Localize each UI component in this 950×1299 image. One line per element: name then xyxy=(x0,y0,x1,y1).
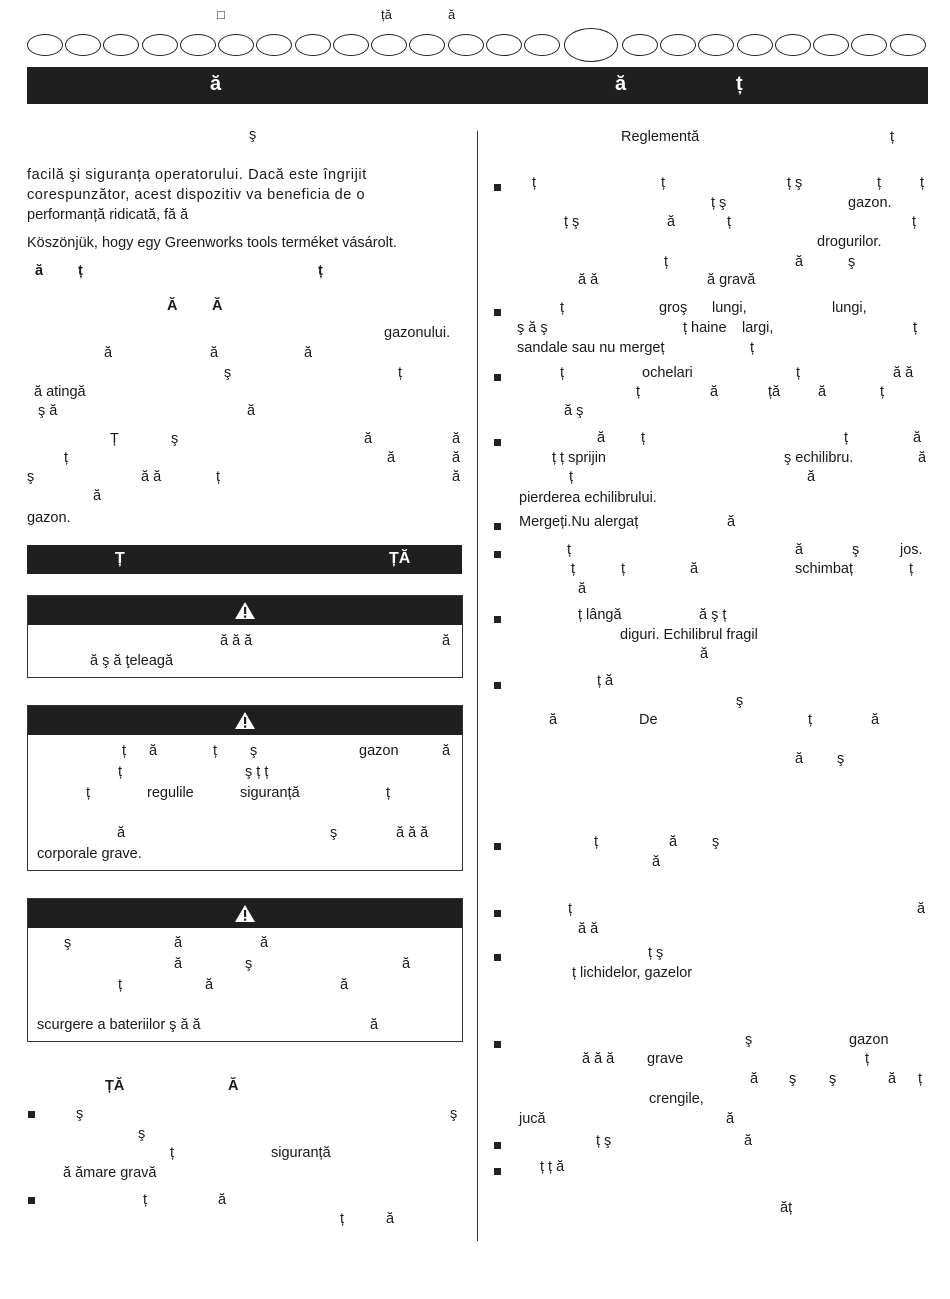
safety-band-left: Ț xyxy=(115,550,125,567)
text-fragment: ă xyxy=(210,345,219,361)
text-fragment: ț xyxy=(877,175,882,191)
text-fragment: pierderea echilibrului. xyxy=(519,490,657,506)
bullet-marker xyxy=(28,1111,35,1118)
text-fragment: ț xyxy=(865,1051,870,1067)
text-fragment: ă xyxy=(871,712,880,728)
language-tab[interactable] xyxy=(813,34,849,56)
bullet-marker xyxy=(494,1142,501,1149)
language-tab[interactable] xyxy=(409,34,445,56)
intro-line-2: corespunzător, acest dispozitiv va beneficia de o xyxy=(27,187,366,203)
thanks-paragraph: Köszönjük, hogy egy Greenworks tools terméket vásárolt. xyxy=(27,235,397,251)
warning-text-fragment: ş ț ț xyxy=(245,764,269,780)
warning-text-fragment: siguranță xyxy=(240,785,300,801)
text-fragment: ş xyxy=(171,431,179,447)
warning-text-fragment: ț xyxy=(386,785,391,801)
language-tab[interactable] xyxy=(737,34,773,56)
text-fragment: ă xyxy=(807,469,816,485)
text-fragment: ț xyxy=(340,1211,345,1227)
text-fragment: ț xyxy=(661,175,666,191)
text-fragment: ă xyxy=(744,1133,753,1149)
bullet-marker xyxy=(494,910,501,917)
text-fragment: ă xyxy=(667,214,676,230)
text-fragment: crengile, xyxy=(649,1091,704,1107)
language-tab[interactable] xyxy=(371,34,407,56)
text-fragment: ă xyxy=(247,403,256,419)
language-tab-selected[interactable] xyxy=(564,28,618,62)
text-fragment: lungi, xyxy=(832,300,867,316)
warning-text-fragment: ț xyxy=(118,977,123,993)
text-fragment: gazon. xyxy=(27,510,71,526)
language-tab[interactable] xyxy=(103,34,139,56)
text-fragment: ă ă xyxy=(141,469,162,485)
text-fragment: ț xyxy=(750,340,755,356)
text-fragment: ă xyxy=(710,384,719,400)
text-fragment: ă xyxy=(93,488,102,504)
text-fragment: ă xyxy=(386,1211,395,1227)
warning-text-fragment: ț xyxy=(118,764,123,780)
warning-text-fragment: scurgere a bateriilor ş ă ă xyxy=(37,1017,201,1033)
text-fragment: ă xyxy=(452,431,461,447)
warning-text-fragment: regulile xyxy=(147,785,194,801)
text-fragment: ă ş ț xyxy=(699,607,727,623)
text-fragment: ț xyxy=(569,469,574,485)
language-tab[interactable] xyxy=(256,34,292,56)
header-box-glyph: □ xyxy=(217,7,225,22)
section-title-band xyxy=(27,67,928,104)
text-fragment: ş xyxy=(789,1071,797,1087)
language-tab[interactable] xyxy=(295,34,331,56)
text-fragment: ț xyxy=(560,365,565,381)
text-fragment: Mergeți.Nu alergaț xyxy=(519,514,639,530)
text-fragment: ț ț ă xyxy=(540,1159,565,1175)
bullet-marker xyxy=(494,439,501,446)
text-fragment: gazon xyxy=(849,1032,889,1048)
text-fragment: ş xyxy=(224,365,232,381)
text-fragment: ş xyxy=(848,254,856,270)
bold-frag-3: ț xyxy=(318,263,323,279)
text-fragment: ă ă xyxy=(578,272,599,288)
text-fragment: ț xyxy=(594,834,599,850)
warning-text-fragment: ă xyxy=(442,743,451,759)
language-tab-strip xyxy=(27,32,929,58)
text-fragment: lungi, xyxy=(712,300,747,316)
text-fragment: Ț xyxy=(110,431,119,447)
text-fragment: ț xyxy=(216,469,221,485)
text-fragment: drogurilor. xyxy=(817,234,882,250)
text-fragment: ț xyxy=(560,300,565,316)
text-fragment: groş xyxy=(659,300,688,316)
text-fragment: jos. xyxy=(900,542,923,558)
header-fragment: ță xyxy=(381,7,392,22)
language-tab[interactable] xyxy=(775,34,811,56)
text-fragment: ț xyxy=(727,214,732,230)
text-fragment: ă xyxy=(700,646,709,662)
text-fragment: ă xyxy=(750,1071,759,1087)
safety-band-right: ȚĂ xyxy=(389,550,411,567)
warning-text-fragment: ă xyxy=(370,1017,379,1033)
language-tab[interactable] xyxy=(218,34,254,56)
title-right-b: ț xyxy=(736,73,743,95)
text-fragment: ț xyxy=(808,712,813,728)
regulations-heading: Reglementă xyxy=(621,129,700,145)
text-fragment: ț ş xyxy=(596,1133,612,1149)
text-fragment: ă xyxy=(549,712,558,728)
warning-text-fragment: ă xyxy=(402,956,411,972)
text-fragment: ț xyxy=(636,384,641,400)
text-fragment: ț xyxy=(796,365,801,381)
text-fragment: ț xyxy=(844,430,849,446)
text-fragment: ă xyxy=(888,1071,897,1087)
text-fragment: ă xyxy=(304,345,313,361)
text-fragment: ț xyxy=(64,450,69,466)
text-fragment: ă xyxy=(104,345,113,361)
text-fragment: ş xyxy=(745,1032,753,1048)
text-fragment: ş echilibru. xyxy=(784,450,854,466)
text-fragment: De xyxy=(639,712,658,728)
warning-header xyxy=(28,706,462,735)
text-fragment: ț xyxy=(920,175,925,191)
text-fragment: ş xyxy=(837,751,845,767)
text-fragment: ă ă xyxy=(893,365,914,381)
text-fragment: siguranță xyxy=(271,1145,331,1161)
text-fragment: gazonului. xyxy=(384,325,451,341)
text-fragment: ț xyxy=(143,1192,148,1208)
subheading-3a: ȚĂ xyxy=(105,1078,125,1094)
text-fragment: ă ş xyxy=(564,403,584,419)
language-tab[interactable] xyxy=(851,34,887,56)
warning-text-fragment: ş xyxy=(245,956,253,972)
regulations-heading-tail: ț xyxy=(890,129,895,145)
text-fragment: ț xyxy=(913,320,918,336)
text-fragment: ş xyxy=(450,1106,458,1122)
bullet-marker xyxy=(494,682,501,689)
warning-header xyxy=(28,899,462,928)
text-fragment: ț xyxy=(532,175,537,191)
text-fragment: ă xyxy=(652,854,661,870)
warning-text-fragment: ă xyxy=(149,743,158,759)
warning-text-fragment: ş xyxy=(64,935,72,951)
warning-text-fragment: ă xyxy=(340,977,349,993)
text-fragment: ț ş xyxy=(711,195,727,211)
intro-fragment: ş xyxy=(249,127,257,143)
language-tab[interactable] xyxy=(698,34,734,56)
text-fragment: jucă xyxy=(519,1111,546,1127)
bullet-marker xyxy=(494,374,501,381)
text-fragment: ț lângă xyxy=(578,607,622,623)
warning-text-fragment: ă ă ă xyxy=(396,825,429,841)
text-fragment: ă atingă xyxy=(34,384,86,400)
text-fragment: ş ă ş xyxy=(517,320,548,336)
text-fragment: ă xyxy=(218,1192,227,1208)
text-fragment: ă xyxy=(795,751,804,767)
text-fragment: sandale sau nu mergeț xyxy=(517,340,665,356)
text-fragment: ț xyxy=(621,561,626,577)
language-tab[interactable] xyxy=(486,34,522,56)
warning-text-fragment: ă xyxy=(260,935,269,951)
text-fragment: ochelari xyxy=(642,365,693,381)
language-tab[interactable] xyxy=(333,34,369,56)
text-fragment: ț ş xyxy=(787,175,803,191)
bold-frag-1: ă xyxy=(35,263,44,279)
bullet-marker xyxy=(494,1041,501,1048)
text-fragment: ă xyxy=(364,431,373,447)
subheading-b: Ă xyxy=(212,298,223,314)
text-fragment: ă ă ă xyxy=(582,1051,615,1067)
bullet-marker xyxy=(494,616,501,623)
text-fragment: schimbaț xyxy=(795,561,854,577)
text-fragment: ț haine xyxy=(683,320,727,336)
text-fragment: ş xyxy=(829,1071,837,1087)
text-fragment: ăț xyxy=(780,1200,793,1216)
warning-triangle-icon xyxy=(234,904,256,923)
language-tab[interactable] xyxy=(142,34,178,56)
text-fragment: ț xyxy=(567,542,572,558)
text-fragment: ț ş xyxy=(564,214,580,230)
text-fragment: ă gravă xyxy=(707,272,756,288)
warning-text-fragment: ă xyxy=(205,977,214,993)
text-fragment: ş xyxy=(138,1126,146,1142)
subheading-a: Ă xyxy=(167,298,178,314)
text-fragment: ț xyxy=(641,430,646,446)
warning-header xyxy=(28,596,462,625)
text-fragment: ă xyxy=(452,450,461,466)
text-fragment: ş xyxy=(736,693,744,709)
text-fragment: ă xyxy=(452,469,461,485)
text-fragment: ă ă xyxy=(578,921,599,937)
warning-text-fragment: corporale grave. xyxy=(37,846,142,862)
warning-text-fragment: ă xyxy=(117,825,126,841)
bullet-marker xyxy=(494,1168,501,1175)
text-fragment: ă xyxy=(918,450,927,466)
text-fragment: ț xyxy=(571,561,576,577)
warning-text-fragment: gazon xyxy=(359,743,399,759)
text-fragment: ț ş xyxy=(648,945,664,961)
text-fragment: gazon. xyxy=(848,195,892,211)
language-tab[interactable] xyxy=(660,34,696,56)
text-fragment: ț ă xyxy=(597,673,614,689)
text-fragment: ă xyxy=(913,430,922,446)
bullet-marker xyxy=(494,309,501,316)
text-fragment: largi, xyxy=(742,320,774,336)
text-fragment: ş xyxy=(712,834,720,850)
title-right-a: ă xyxy=(615,73,627,95)
language-tab[interactable] xyxy=(27,34,63,56)
language-tab[interactable] xyxy=(448,34,484,56)
text-fragment: ă xyxy=(387,450,396,466)
warning-text-fragment: ț xyxy=(86,785,91,801)
header-fragment-2: ă xyxy=(448,7,456,22)
text-fragment: ă ămare gravă xyxy=(63,1165,157,1181)
warning-text-fragment: ț xyxy=(122,743,127,759)
text-fragment: ă xyxy=(917,901,926,917)
warning-triangle-icon xyxy=(234,601,256,620)
text-fragment: ă xyxy=(597,430,606,446)
bullet-marker xyxy=(494,954,501,961)
text-fragment: ț xyxy=(170,1145,175,1161)
text-fragment: grave xyxy=(647,1051,684,1067)
language-tab[interactable] xyxy=(524,34,560,56)
warning-text-fragment: ş xyxy=(330,825,338,841)
warning-text-fragment: ş xyxy=(250,743,258,759)
safety-band xyxy=(27,545,462,574)
text-fragment: ş xyxy=(27,469,35,485)
bullet-marker xyxy=(494,523,501,530)
text-fragment: ț ț sprijin xyxy=(552,450,606,466)
text-fragment: ț xyxy=(568,901,573,917)
text-fragment: ş xyxy=(852,542,860,558)
text-fragment: ă xyxy=(818,384,827,400)
subheading-3b: Ă xyxy=(228,1078,239,1094)
bullet-marker xyxy=(494,843,501,850)
warning-text-fragment: ț xyxy=(213,743,218,759)
language-tab[interactable] xyxy=(180,34,216,56)
text-fragment: ş ă xyxy=(38,403,58,419)
language-tab[interactable] xyxy=(622,34,658,56)
bullet-marker xyxy=(28,1197,35,1204)
warning-text-fragment: ă xyxy=(174,956,183,972)
warning-text-fragment: ă ş ă ţeleagă xyxy=(90,653,174,669)
warning-text-fragment: ă xyxy=(442,633,451,649)
warning-triangle-icon xyxy=(234,711,256,730)
text-fragment: ță xyxy=(768,384,781,400)
text-fragment: diguri. Echilibrul fragil xyxy=(620,627,758,643)
title-left: ă xyxy=(210,73,222,95)
text-fragment: ț xyxy=(909,561,914,577)
text-fragment: ă xyxy=(669,834,678,850)
text-fragment: ț lichidelor, gazelor xyxy=(572,965,693,981)
text-fragment: ț xyxy=(912,214,917,230)
text-fragment: ă xyxy=(726,1111,735,1127)
text-fragment: ă xyxy=(690,561,699,577)
text-fragment: ş xyxy=(76,1106,84,1122)
text-fragment: ț xyxy=(398,365,403,381)
language-tab[interactable] xyxy=(65,34,101,56)
text-fragment: ț xyxy=(880,384,885,400)
warning-text-fragment: ă xyxy=(174,935,183,951)
text-fragment: ă xyxy=(795,254,804,270)
intro-line-3: performanță ridicată, fă ă xyxy=(27,207,189,223)
bullet-marker xyxy=(494,184,501,191)
text-fragment: ă xyxy=(578,581,587,597)
text-fragment: ț xyxy=(918,1071,923,1087)
warning-text-fragment: ă ă ă xyxy=(220,633,253,649)
text-fragment: ă xyxy=(727,514,736,530)
bullet-marker xyxy=(494,551,501,558)
text-fragment: ț xyxy=(664,254,669,270)
bold-frag-2: ț xyxy=(78,263,83,279)
intro-line-1: facilă şi siguranța operatorului. Dacă este îngrijit xyxy=(27,167,367,183)
column-divider xyxy=(477,131,478,1241)
language-tab[interactable] xyxy=(890,34,926,56)
text-fragment: ă xyxy=(795,542,804,558)
